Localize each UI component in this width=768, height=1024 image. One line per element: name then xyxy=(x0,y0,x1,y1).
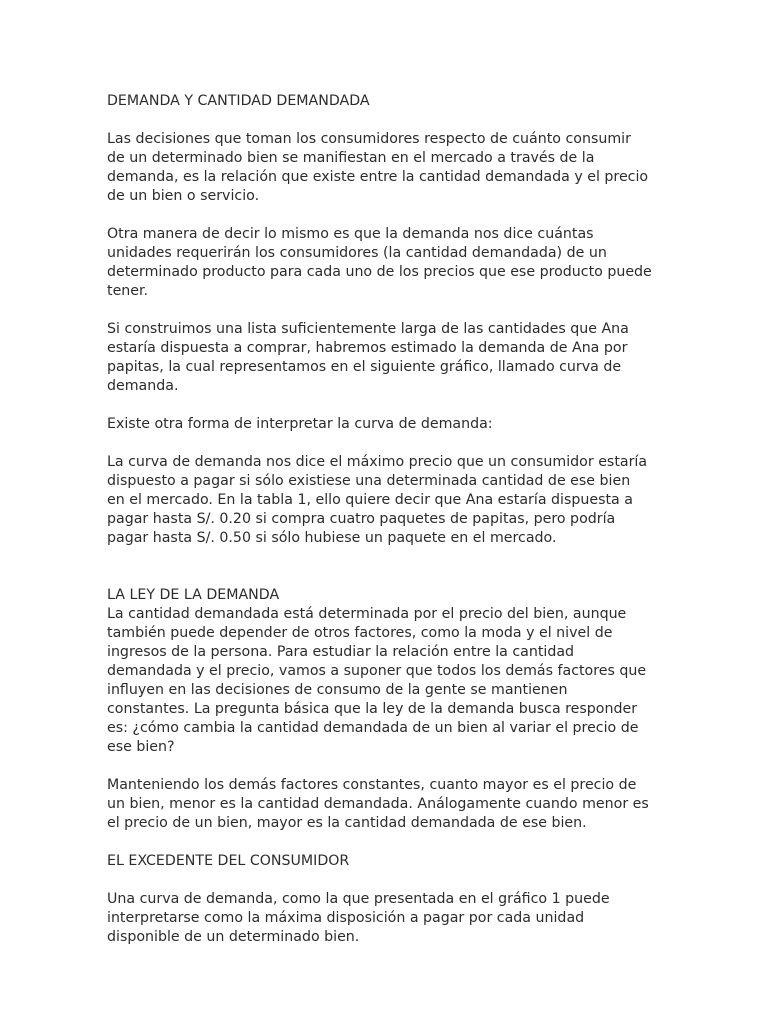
spacer xyxy=(107,434,667,453)
paragraph xyxy=(107,776,667,833)
paragraph-line: Si construimos una lista suficientemente larga de las cantidades que Ana xyxy=(107,321,629,337)
paragraph-line: pagar hasta S/. 0.50 si sólo hubiese un paquete en el mercado. xyxy=(107,530,557,546)
spacer xyxy=(107,206,667,225)
section-heading: DEMANDA Y CANTIDAD DEMANDADA xyxy=(107,93,370,109)
paragraph-line: en el mercado. En la tabla 1, ello quiere decir que Ana estaría dispuesta a xyxy=(107,492,633,508)
spacer xyxy=(107,396,667,415)
paragraph xyxy=(107,890,667,947)
paragraph-line: pagar hasta S/. 0.20 si compra cuatro paquetes de papitas, pero podría xyxy=(107,511,616,527)
paragraph-line: unidades requerirán los consumidores (la cantidad demandada) de un xyxy=(107,245,607,261)
spacer xyxy=(107,548,667,586)
paragraph-line: tener. xyxy=(107,283,149,299)
paragraph-line: dispuesto a pagar si sólo existiese una determinada cantidad de ese bien xyxy=(107,473,631,489)
paragraph-line: La cantidad demandada está determinada por el precio del bien, aunque xyxy=(107,606,627,622)
paragraph-line: ese bien? xyxy=(107,739,175,755)
paragraph-line: demanda, es la relación que existe entre la cantidad demandada y el precio xyxy=(107,169,649,185)
section-heading: EL EXCEDENTE DEL CONSUMIDOR xyxy=(107,853,350,869)
paragraph-line: estaría dispuesta a comprar, habremos estimado la demanda de Ana por xyxy=(107,340,628,356)
paragraph-line: también puede depender de otros factores, como la moda y el nivel de xyxy=(107,625,613,641)
paragraph-line: papitas, la cual representamos en el siguiente gráfico, llamado curva de xyxy=(107,359,622,375)
paragraph-line: ingresos de la persona. Para estudiar la relación entre la cantidad xyxy=(107,644,575,660)
spacer xyxy=(107,111,667,130)
paragraph-line: demanda. xyxy=(107,378,179,394)
paragraph-line: de un determinado bien se manifiestan en el mercado a través de la xyxy=(107,150,595,166)
paragraph xyxy=(107,453,667,548)
paragraph-line: La curva de demanda nos dice el máximo precio que un consumidor estaría xyxy=(107,454,648,470)
paragraph-line: constantes. La pregunta básica que la ley de la demanda busca responder xyxy=(107,701,638,717)
paragraph xyxy=(107,415,667,434)
paragraph-line: influyen en las decisiones de consumo de la gente se mantienen xyxy=(107,682,568,698)
paragraph-line: Manteniendo los demás factores constantes, cuanto mayor es el precio de xyxy=(107,777,637,793)
paragraph-line: es: ¿cómo cambia la cantidad demandada de un bien al variar el precio de xyxy=(107,720,639,736)
paragraph xyxy=(107,130,667,206)
spacer xyxy=(107,301,667,320)
spacer xyxy=(107,871,667,890)
paragraph-line: de un bien o servicio. xyxy=(107,188,260,204)
paragraph-line: Otra manera de decir lo mismo es que la demanda nos dice cuántas xyxy=(107,226,594,242)
paragraph xyxy=(107,320,667,396)
paragraph-line: el precio de un bien, mayor es la cantidad demandada de ese bien. xyxy=(107,815,587,831)
paragraph-line: disponible de un determinado bien. xyxy=(107,929,360,945)
paragraph-line: demandada y el precio, vamos a suponer que todos los demás factores que xyxy=(107,663,647,679)
paragraph-line: Una curva de demanda, como la que presentada en el gráfico 1 puede xyxy=(107,891,610,907)
paragraph-line: interpretarse como la máxima disposición a pagar por cada unidad xyxy=(107,910,585,926)
paragraph-line: un bien, menor es la cantidad demandada. Análogamente cuando menor es xyxy=(107,796,649,812)
spacer xyxy=(107,757,667,776)
document-body xyxy=(107,92,667,947)
section-heading: LA LEY DE LA DEMANDA xyxy=(107,587,280,603)
paragraph-line: determinado producto para cada uno de los precios que ese producto puede xyxy=(107,264,652,280)
spacer xyxy=(107,833,667,852)
paragraph xyxy=(107,605,667,757)
paragraph-line: Las decisiones que toman los consumidores respecto de cuánto consumir xyxy=(107,131,631,147)
paragraph xyxy=(107,225,667,301)
paragraph-line: Existe otra forma de interpretar la curva de demanda: xyxy=(107,416,493,432)
